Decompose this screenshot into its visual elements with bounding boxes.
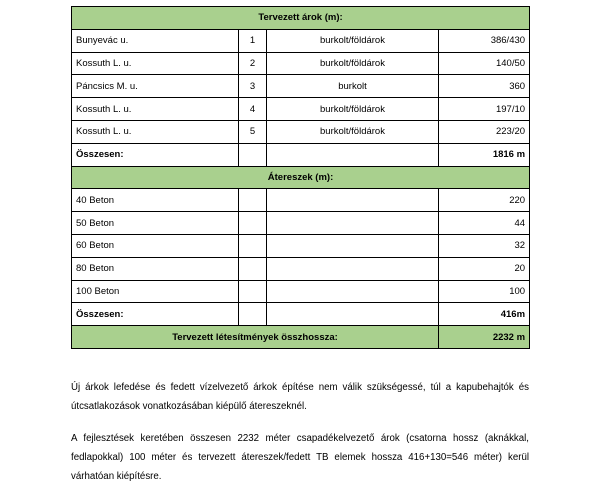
section-header-arok bbox=[72, 7, 530, 30]
empty-cell bbox=[239, 212, 267, 235]
section-title-ateresz: Átereszek (m): bbox=[72, 166, 530, 189]
table-row bbox=[72, 189, 530, 212]
culvert-type: 80 Beton bbox=[72, 257, 239, 280]
table-row bbox=[72, 234, 530, 257]
empty-cell bbox=[267, 257, 439, 280]
culvert-type: 60 Beton bbox=[72, 234, 239, 257]
subtotal-value: 1816 m bbox=[439, 143, 530, 166]
table-row bbox=[72, 212, 530, 235]
row-number: 4 bbox=[239, 98, 267, 121]
subtotal-label: Összesen: bbox=[72, 143, 239, 166]
length-value: 32 bbox=[439, 234, 530, 257]
length-value: 386/430 bbox=[439, 29, 530, 52]
grand-total-label: Tervezett létesítmények összhossza: bbox=[72, 326, 439, 349]
subtotal-row-arok bbox=[72, 143, 530, 166]
length-value: 140/50 bbox=[439, 52, 530, 75]
empty-cell bbox=[267, 212, 439, 235]
ditch-type: burkolt/földárok bbox=[267, 98, 439, 121]
subtotal-row-ateresz bbox=[72, 303, 530, 326]
table-row bbox=[72, 280, 530, 303]
ditch-type: burkolt/földárok bbox=[267, 52, 439, 75]
paragraph-1: Új árkok lefedése és fedett vízelvezető árkok építése nem válik szükségessé, túl a kapubehajtók és útcsatlakozások vonatkozásában kiépülő átereszeknél. bbox=[71, 382, 529, 412]
paragraph-2: A fejlesztések keretében összesen 2232 méter csapadékelvezető árok (csatorna hossz (aknákkal, fedlapokkal) 100 méter és tervezett átereszek/fedett TB elemek hossza 416+130=546 méter) kerül várhatóan kiépítésre. bbox=[71, 433, 529, 482]
length-value: 220 bbox=[439, 189, 530, 212]
culvert-type: 50 Beton bbox=[72, 212, 239, 235]
length-value: 223/20 bbox=[439, 120, 530, 143]
culvert-type: 100 Beton bbox=[72, 280, 239, 303]
empty-cell bbox=[239, 143, 267, 166]
length-value: 44 bbox=[439, 212, 530, 235]
length-value: 360 bbox=[439, 75, 530, 98]
empty-cell bbox=[239, 234, 267, 257]
empty-cell bbox=[239, 303, 267, 326]
street-name: Páncsics M. u. bbox=[72, 75, 239, 98]
ditch-type: burkolt/földárok bbox=[267, 29, 439, 52]
row-number: 2 bbox=[239, 52, 267, 75]
section-header-ateresz bbox=[72, 166, 530, 189]
street-name: Kossuth L. u. bbox=[72, 52, 239, 75]
subtotal-value: 416m bbox=[439, 303, 530, 326]
empty-cell bbox=[267, 143, 439, 166]
culvert-type: 40 Beton bbox=[72, 189, 239, 212]
empty-cell bbox=[267, 303, 439, 326]
table-row bbox=[72, 29, 530, 52]
row-number: 1 bbox=[239, 29, 267, 52]
length-value: 197/10 bbox=[439, 98, 530, 121]
street-name: Bunyevác u. bbox=[72, 29, 239, 52]
empty-cell bbox=[267, 189, 439, 212]
row-number: 3 bbox=[239, 75, 267, 98]
table-row bbox=[72, 75, 530, 98]
empty-cell bbox=[239, 189, 267, 212]
table-row bbox=[72, 98, 530, 121]
street-name: Kossuth L. u. bbox=[72, 120, 239, 143]
empty-cell bbox=[239, 257, 267, 280]
empty-cell bbox=[239, 280, 267, 303]
length-value: 100 bbox=[439, 280, 530, 303]
table-row bbox=[72, 257, 530, 280]
table-row bbox=[72, 52, 530, 75]
empty-cell bbox=[267, 234, 439, 257]
street-name: Kossuth L. u. bbox=[72, 98, 239, 121]
ditch-type: burkolt/földárok bbox=[267, 120, 439, 143]
grand-total-value: 2232 m bbox=[439, 326, 530, 349]
grand-total-row bbox=[72, 326, 530, 349]
section-title-arok: Tervezett árok (m): bbox=[72, 7, 530, 30]
length-value: 20 bbox=[439, 257, 530, 280]
table-row bbox=[72, 120, 530, 143]
empty-cell bbox=[267, 280, 439, 303]
subtotal-label: Összesen: bbox=[72, 303, 239, 326]
row-number: 5 bbox=[239, 120, 267, 143]
drainage-table bbox=[71, 6, 530, 349]
ditch-type: burkolt bbox=[267, 75, 439, 98]
